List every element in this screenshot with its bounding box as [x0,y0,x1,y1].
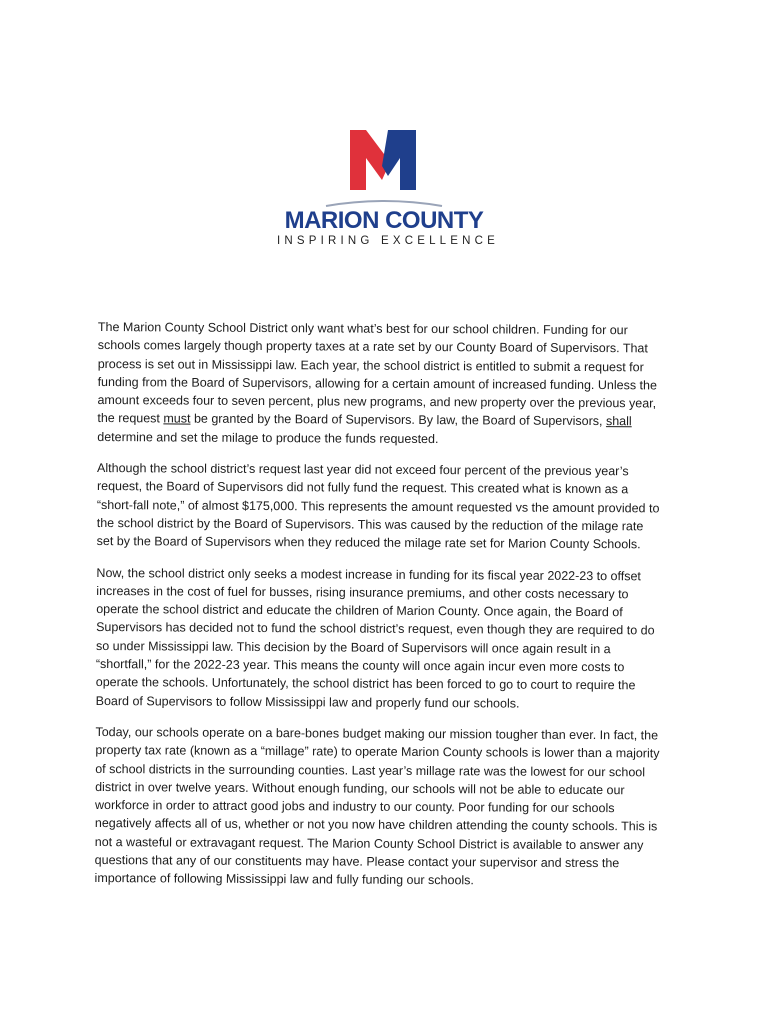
letter-body [94,318,664,904]
m-logo-icon [344,128,424,200]
tagline: INSPIRING EXCELLENCE [276,235,500,247]
paragraph-1-part-c: determine and set the milage to produce the funds requested. [97,429,439,446]
paragraph-3: Now, the school district only seeks a modest increase in funding for its fiscal year 2022-23 to offset increases in the cost of fuel for busses, rising insurance premiums, and other costs necessary to operate the school district and educate the children of Marion County. Once again, the Board of Supervisors has decided not to fund the school district’s request, even though they are required to do so under Mississippi law. This decision by the Board of Supervisors will once again result in a “shortfall,” for the 2022-23 year. This means the county will once again incur even more costs to operate the schools. Unfortunately, the school district has been forced to go to court to require the Board of Supervisors to follow Mississippi law and properly fund our schools. [95,565,655,711]
paragraph-1-part-a: The Marion County School District only want what’s best for our school children. Funding for our schools comes largely though property taxes at a rate set by our County Board of Supervisors. That process is set out in Mississippi law. Each year, the school district is entitled to submit a request for funding from the Board of Supervisors, allowing for a certain amount of increased funding. Unless the amount exceeds four to seven percent, plus new programs, and new property over the previous year, the request [97,319,657,426]
underlined-shall: shall [605,414,632,429]
letterhead [0,128,768,247]
paragraph-1 [97,318,664,450]
paragraph-1-part-b: be granted by the Board of Supervisors. By law, the Board of Supervisors, [190,412,607,429]
paragraph-2: Although the school district’s request last year did not exceed four percent of the previous year’s request, the Board of Supervisors did not fully fund the request. This created what is known as a “short-fall note,” of almost $175,000. This represents the amount requested vs the amount provided to the school district by the Board of Supervisors. This was caused by the reduction of the milage rate set by the Board of Supervisors when they reduced the milage rate set for Marion County Schools. [96,461,660,552]
org-name: MARION COUNTY [284,207,484,234]
underlined-must: must [163,411,191,427]
paragraph-4: Today, our schools operate on a bare-bones budget making our mission tougher than ever. In fact, the property tax rate (known as a “millage” rate) to operate Marion County schools is lower than a majority of school districts in the surrounding counties. Last year’s millage rate was the lowest for our school district in over twelve years. Without enough funding, our schools will not be able to educate our workforce in order to attract good jobs and industry to our county. Poor funding for our schools negatively affects all of us, whether or not you now have children attending the county schools. This is not a wasteful or extravagant request. The Marion County School District is available to answer any questions that any of our constituents may have. Please contact your supervisor and stress the importance of following Mississippi law and fully funding our schools. [94,724,660,888]
